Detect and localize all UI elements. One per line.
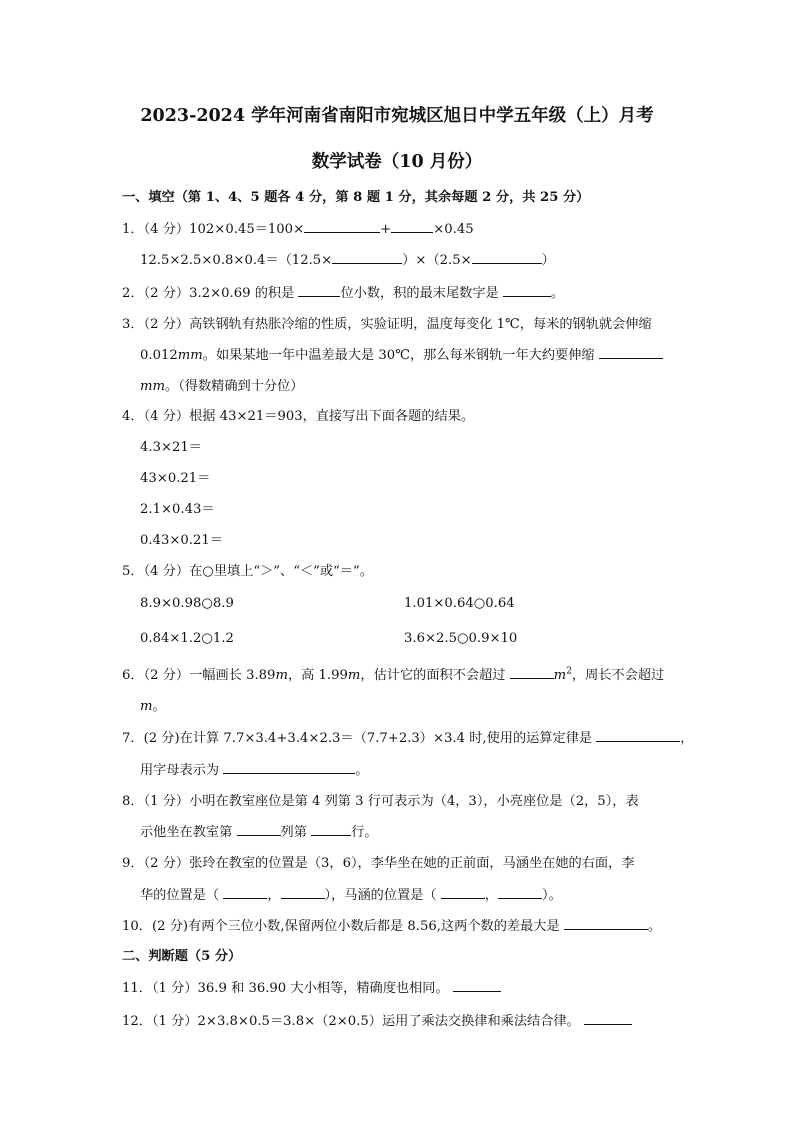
question-3-line1: 3．（2 分）高铁钢轨有热胀冷缩的性质，实验证明，温度每变化 1℃，每米的钢轨就会伸缩 [122,317,652,332]
answer-blank[interactable] [223,885,267,899]
question-5-stem: 5．（4 分）在○里填上“＞”、“＜”或“＝”。 [122,564,373,579]
q9-text-a: 华的位置是（ [140,888,224,903]
q6-exponent: 2 [566,666,572,677]
q1-text-c: ×0.45 [433,222,474,237]
question-11 [122,977,501,996]
question-7-line2 [140,759,369,778]
q1-text-b: + [380,222,392,237]
q6-unit: m [140,699,153,714]
answer-blank[interactable] [510,665,554,679]
q1-text-a: 1．（4 分）102×0.45＝100× [122,222,305,237]
q7-text-b: ， [680,731,694,746]
exam-title-line1: 2023-2024 学年河南省南阳市宛城区旭日中学五年级（上）月考 [140,106,654,126]
q7-text-c: 用字母表示为 [140,763,224,778]
question-7-line1 [122,727,693,746]
answer-blank[interactable] [298,283,340,297]
answer-blank[interactable] [498,885,542,899]
q4-item: 43×0.21＝ [140,471,211,486]
q3-unit-2: mm [140,379,166,394]
q5-compare-d: 3.6×2.5○0.9×10 [404,631,518,646]
question-1-line2 [140,249,555,268]
q5-compare-a: 8.9×0.98○8.9 [140,596,234,611]
question-10 [122,915,661,934]
question-8-line1: 8．（1 分）小明在教室座位是第 4 列第 3 行可表示为（4，3），小亮座位是（2，5），表 [122,794,639,809]
exam-title-line2: 数学试卷（10 月份） [311,152,483,172]
q6-text-e: 。 [152,699,166,714]
section-true-false-heading: 二、判断题（5 分） [122,949,242,964]
question-3-line3 [140,375,303,394]
q10-text-b: 。 [647,919,662,934]
q6-unit: m [347,668,361,683]
question-1-line1 [122,218,474,237]
answer-blank[interactable] [564,916,648,930]
q6-text-a: 6．（2 分）一幅画长 3.89 [122,668,276,683]
section-fill-in-heading: 一、填空（第 1、4、5 题各 4 分，第 8 题 1 分，其余每题 2 分，共 25 分） [122,190,590,205]
q11-text: 11．（1 分）36.9 和 36.90 大小相等，精确度也相同。 [122,981,453,996]
q3-text-b: 。如果某地一年中温差最大是 30℃，那么每米钢轨一年大约要伸缩 [202,348,599,363]
q2-text-b: 位小数，积的最末尾数字是 [340,286,503,301]
answer-blank[interactable] [391,219,433,233]
q8-text-c: 行。 [351,825,378,840]
answer-blank[interactable] [472,250,542,264]
answer-blank[interactable] [453,978,501,992]
q1-text-d: 12.5×2.5×0.8×0.4＝（12.5× [140,253,333,268]
q5-compare-b: 1.01×0.64○0.64 [404,596,515,611]
q6-text-c: ，估计它的面积不会超过 [360,668,510,683]
question-9-line1: 9．（2 分）张玲在教室的位置是（3，6），李华坐在她的正前面，马涵坐在她的右面，李 [122,856,635,871]
q3-text-c: 。（得数精确到十分位） [165,379,304,394]
question-6-line2 [140,695,166,714]
question-9-line2 [140,884,562,903]
answer-blank[interactable] [503,283,551,297]
q8-text-a: 示他坐在教室第 [140,825,237,840]
q3-value: 0.012 [140,348,178,363]
answer-blank[interactable] [281,885,325,899]
q3-unit: mm [177,348,203,363]
q6-text-d: ，周长不会超过 [571,668,665,683]
answer-blank[interactable] [311,822,351,836]
q5-compare-c: 0.84×1.2○1.2 [140,631,234,646]
answer-blank[interactable] [599,345,663,359]
q9-text-c: ），马涵的位置是（ [324,888,441,903]
question-3-line2 [140,344,663,363]
q7-text-d: 。 [355,763,369,778]
q4-item: 2.1×0.43＝ [140,502,215,517]
answer-blank[interactable] [237,822,281,836]
q8-text-b: 列第 [280,825,312,840]
answer-blank[interactable] [584,1011,632,1025]
answer-blank[interactable] [223,760,355,774]
q7-text-a: 7．(2 分)在计算 7.7×3.4+3.4×2.3＝（7.7+2.3）×3.4 时,使用的运算定律是 [122,731,597,746]
q2-text-c: 。 [550,286,565,301]
q4-item: 0.43×0.21＝ [140,533,223,548]
q6-text-b: ，高 1.99 [287,668,348,683]
question-6-line1 [122,664,664,683]
question-8-line2 [140,821,377,840]
q6-unit: m [275,668,288,683]
q9-text-e: ）。 [541,888,562,903]
q1-text-f: ） [541,253,555,268]
q1-text-e: ）×（2.5× [402,253,472,268]
question-4-stem: 4．（4 分）根据 43×21＝903，直接写出下面各题的结果。 [122,409,475,424]
q12-text: 12．（1 分）2×3.8×0.5＝3.8×（2×0.5）运用了乘法交换律和乘法结合律。 [122,1014,584,1029]
q6-unit: m [553,668,567,683]
question-12 [122,1010,632,1029]
q9-text-d: ， [484,888,498,903]
answer-blank[interactable] [441,885,485,899]
answer-blank[interactable] [304,219,380,233]
answer-blank[interactable] [332,250,402,264]
q4-item: 4.3×21＝ [140,440,202,455]
q10-text-a: 10．(2 分)有两个三位小数,保留两位小数后都是 8.56,这两个数的差最大是 [122,919,564,934]
question-2 [122,282,564,301]
q9-text-b: ， [267,888,281,903]
q2-text-a: 2．（2 分）3.2×0.69 的积是 [122,286,299,301]
answer-blank[interactable] [596,728,680,742]
